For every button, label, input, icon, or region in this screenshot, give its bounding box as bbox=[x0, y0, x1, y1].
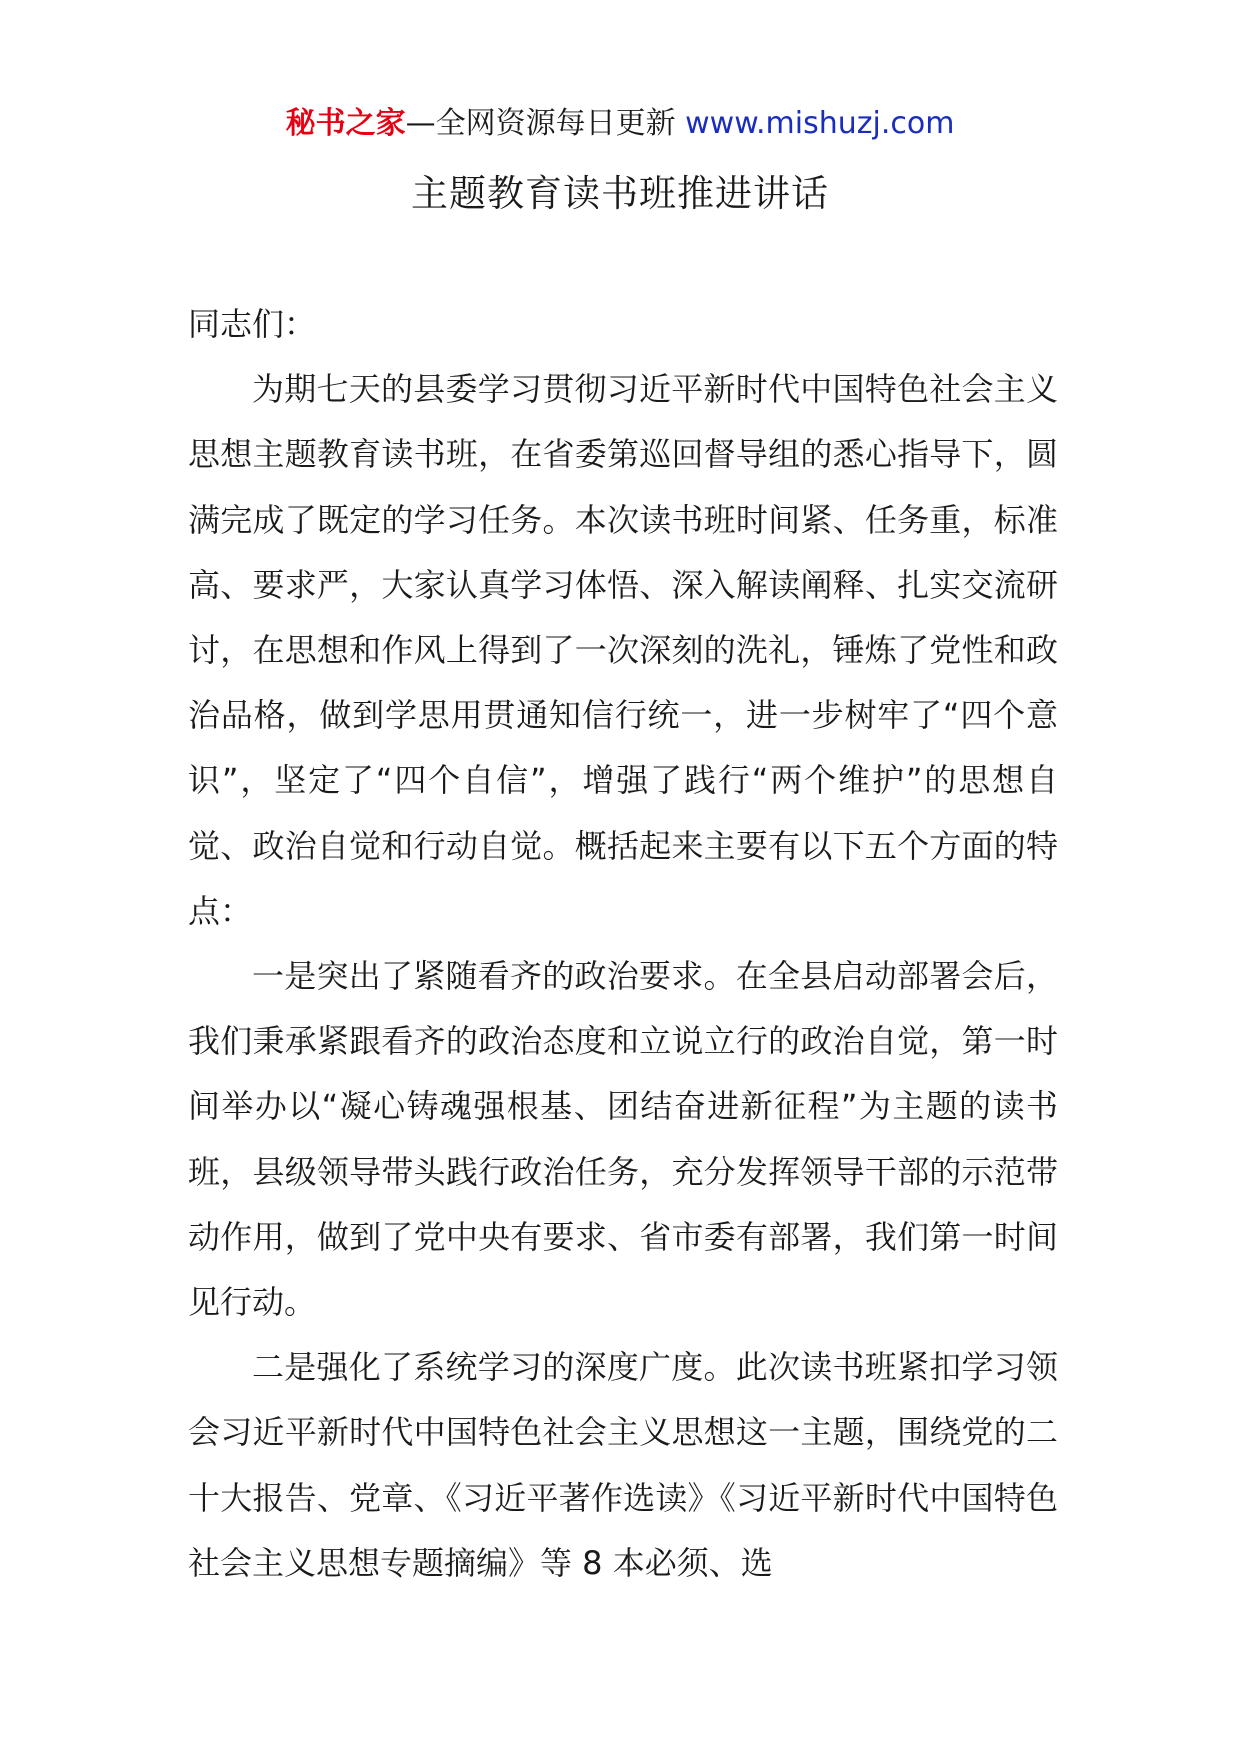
paragraph-2: 一是突出了紧随看齐的政治要求。在全县启动部署会后，我们秉承紧跟看齐的政治态度和立说立行的政治自觉，第一时间举办以“凝心铸魂强根基、团结奋进新征程”为主题的读书班，县级领导带头践行政治任务，充分发挥领导干部的示范带动作用，做到了党中央有要求、省市委有部署，我们第一时间见行动。 bbox=[188, 957, 1058, 1322]
paragraph-3: 二是强化了系统学习的深度广度。此次读书班紧扣学习领会习近平新时代中国特色社会主义思想这一主题，围绕党的二十大报告、党章、《习近平著作选读》《习近平新时代中国特色社会主义思想专题摘编》等 8 本必须、选 bbox=[188, 1348, 1058, 1582]
site-url-link[interactable]: www.mishuzj.com bbox=[685, 106, 955, 141]
site-tagline: —全网资源每日更新 bbox=[405, 106, 676, 141]
greeting: 同志们： bbox=[188, 305, 317, 343]
document-body bbox=[188, 292, 1058, 1596]
document-title: 主题教育读书班推进讲话 bbox=[411, 172, 829, 215]
site-header bbox=[0, 100, 1240, 148]
site-brand: 秘书之家 bbox=[285, 106, 406, 141]
paragraph-1: 为期七天的县委学习贯彻习近平新时代中国特色社会主义思想主题教育读书班，在省委第巡回督导组的悉心指导下，圆满完成了既定的学习任务。本次读书班时间紧、任务重，标准高、要求严，大家认真学习体悟、深入解读阐释、扎实交流研讨，在思想和作风上得到了一次深刻的洗礼，锤炼了党性和政治品格，做到学思用贯通知信行统一，进一步树牢了“四个意识”，坚定了“四个自信”，增强了践行“两个维护”的思想自觉、政治自觉和行动自觉。概括起来主要有以下五个方面的特点： bbox=[188, 370, 1058, 930]
